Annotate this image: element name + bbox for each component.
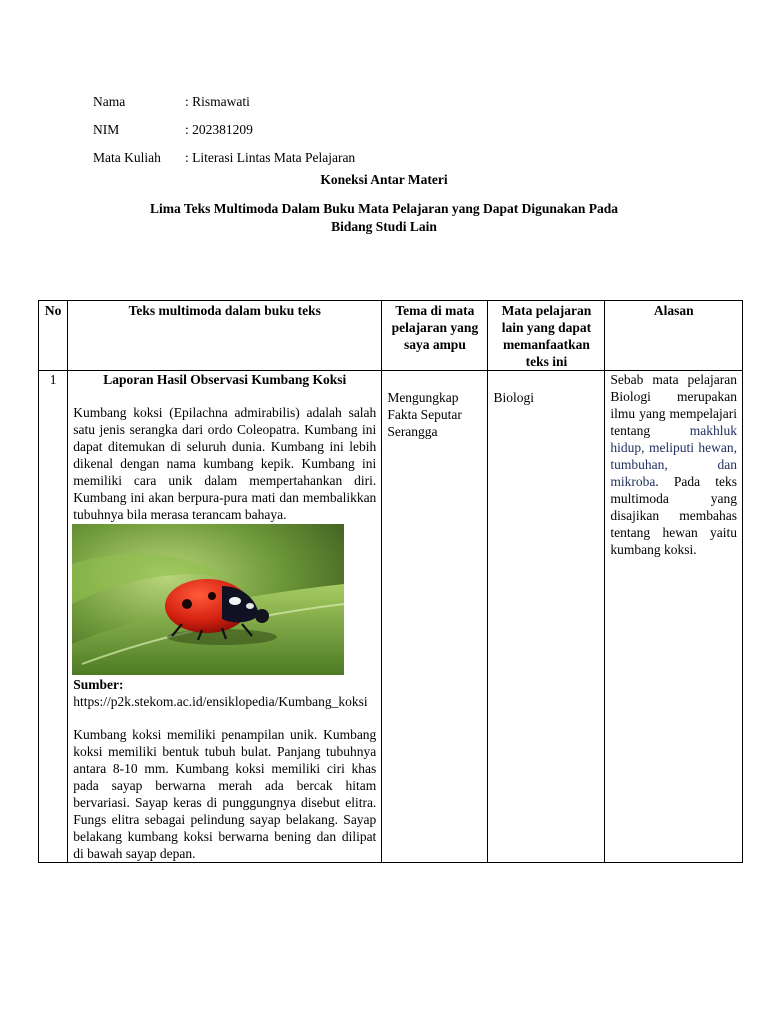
subtitle-line-2: Bidang Studi Lain — [331, 219, 437, 234]
info-label: Mata Kuliah — [93, 149, 161, 165]
subtitle-line-1: Lima Teks Multimoda Dalam Buku Mata Pelajaran yang Dapat Digunakan Pada — [149, 201, 619, 216]
header-mapel: Mata pelajaran lain yang dapat memanfaatkan teks ini — [488, 301, 605, 371]
info-value: : Literasi Lintas Mata Pelajaran — [185, 149, 356, 165]
tema-cell — [382, 371, 488, 863]
alasan-part-c: . Pada teks multimoda yang disajikan membahas tentang hewan yaitu kumbang koksi. — [610, 474, 737, 557]
text-title: Laporan Hasil Observasi Kumbang Koksi — [103, 372, 347, 387]
info-row-nim — [93, 115, 355, 143]
alasan-part-a: Sebab mata pelajaran Biologi merupakan ilmu yang mempelajari tentang — [610, 372, 737, 438]
info-label: NIM — [93, 121, 120, 137]
info-label: Nama — [93, 93, 126, 109]
document-title: Koneksi Antar Materi — [320, 172, 448, 187]
alasan-part-b: makhluk hidup, meliputi hewan, tumbuhan, dan mikroba — [610, 423, 737, 489]
alasan-text — [610, 371, 737, 558]
row-number: 1 — [39, 371, 68, 863]
source-label: Sumber: — [73, 677, 124, 692]
table-row — [39, 371, 743, 863]
info-row-nama — [93, 87, 355, 115]
paragraph-1: Kumbang koksi (Epilachna admirabilis) adalah salah satu jenis serangka dari ordo Coleopatra. Kumbang ini dapat ditemukan di seluruh dunia. Kumbang ini lebih dikenal dengan nama kumbang kepik. Kumbang ini memiliki cara unik dalam mempertahankan diri. Kumbang ini akan berpura-pura mati dan membalikkan tubuhnya bila merasa terancam bahaya. — [73, 405, 377, 522]
paragraph-2: Kumbang koksi memiliki penampilan unik. Kumbang koksi memiliki bentuk tubuh bulat. Panjang tubuhnya antara 8-10 mm. Kumbang koksi memiliki ciri khas pada sayap berwarna merah ada bercak hitam bervariasi. Sayap keras di punggungnya disebut elitra. Fungs elitra sebagai pelindung sayap belakang. Sayap belakang kumbang koksi berwarna bening dan dilipat di bawah sayap depan. — [73, 727, 377, 861]
mapel-cell — [488, 371, 605, 863]
source-url: https://p2k.stekom.ac.id/ensiklopedia/Kumbang_koksi — [73, 694, 368, 709]
document-subtitle — [0, 200, 768, 236]
header-alasan: Alasan — [605, 301, 743, 371]
mapel-text: Biologi — [493, 390, 534, 405]
teks-cell — [68, 371, 382, 863]
connection-table — [38, 300, 743, 863]
table-header-row — [39, 301, 743, 371]
info-row-mata-kuliah — [93, 143, 355, 171]
header-teks: Teks multimoda dalam buku teks — [68, 301, 382, 371]
info-value: : Rismawati — [185, 93, 250, 109]
tema-text: Mengungkap Fakta Seputar Serangga — [387, 390, 462, 439]
info-value: : 202381209 — [185, 121, 253, 137]
header-no: No — [39, 301, 68, 371]
ladybug-photo — [72, 524, 344, 675]
header-tema: Tema di mata pelajaran yang saya ampu — [382, 301, 488, 371]
student-info — [93, 87, 355, 171]
alasan-cell — [605, 371, 743, 863]
